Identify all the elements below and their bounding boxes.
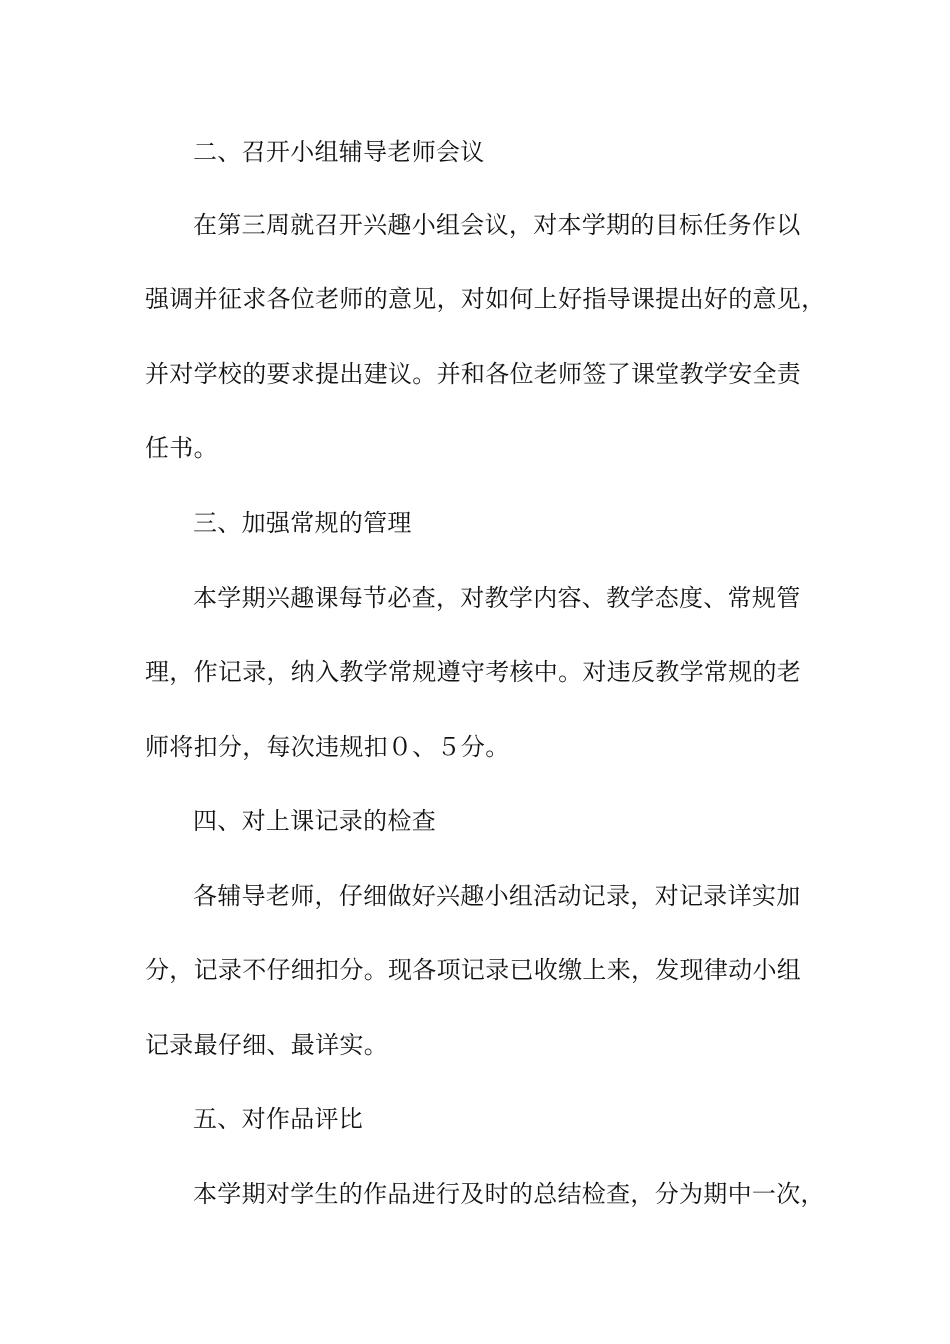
paragraph-line: 分，记录不仔细扣分。现各项记录已收缴上来，发现律动小组 xyxy=(145,956,802,984)
paragraph-line: 师将扣分，每次违规扣０、５分。 xyxy=(145,733,510,761)
paragraph-line: 强调并征求各位老师的意见，对如何上好指导课提出好的意见， xyxy=(145,285,826,313)
paragraph-line: 本学期对学生的作品进行及时的总结检查，分为期中一次， xyxy=(193,1180,825,1208)
paragraph-line: 在第三周就召开兴趣小组会议，对本学期的目标任务作以 xyxy=(193,211,801,239)
section-heading-4: 四、对上课记录的检查 xyxy=(193,807,436,835)
paragraph-line: 并对学校的要求提出建议。并和各位老师签了课堂教学安全责 xyxy=(145,360,802,388)
section-heading-3: 三、加强常规的管理 xyxy=(193,509,412,537)
paragraph-line: 任书。 xyxy=(145,434,218,462)
section-heading-2: 二、召开小组辅导老师会议 xyxy=(193,138,485,166)
paragraph-line: 记录最仔细、最详实。 xyxy=(145,1031,388,1059)
paragraph-line: 各辅导老师，仔细做好兴趣小组活动记录，对记录详实加 xyxy=(193,882,801,910)
section-heading-5: 五、对作品评比 xyxy=(193,1105,364,1133)
paragraph-line: 本学期兴趣课每节必查，对教学内容、教学态度、常规管 xyxy=(193,584,801,612)
paragraph-line: 理，作记录，纳入教学常规遵守考核中。对违反教学常规的老 xyxy=(145,658,802,686)
